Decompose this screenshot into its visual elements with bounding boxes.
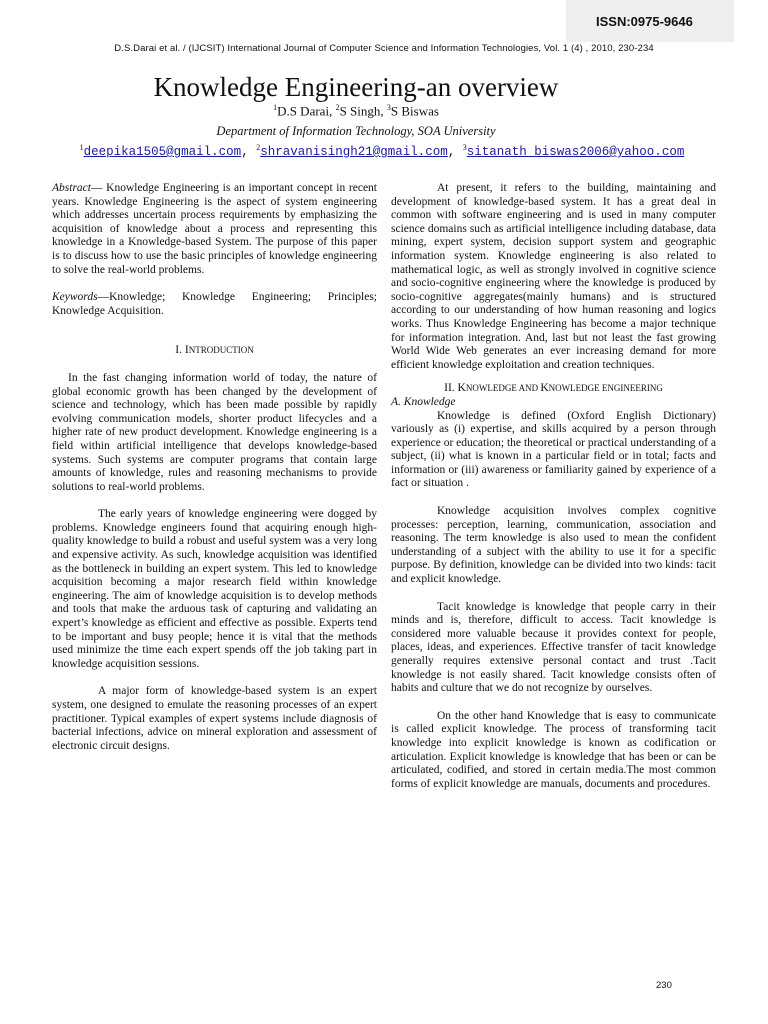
keywords-label: Keywords bbox=[52, 291, 98, 304]
author-1-sup: 1 bbox=[273, 103, 278, 112]
subsection-heading-knowledge: A. Knowledge bbox=[391, 395, 456, 408]
section2-k1: K bbox=[457, 382, 466, 395]
abstract-dash: — bbox=[90, 182, 103, 194]
section2-r2: NOWLEDGE ENGINEERING bbox=[548, 383, 663, 394]
email-list bbox=[0, 143, 764, 159]
email-3-sup: 3 bbox=[462, 143, 467, 152]
knowledge-paragraph-2: Knowledge acquisition involves complex cognitive processes: perception, learning, communication, association and reasoning. The term knowledge is also used to mean the confident understanding of a subject with the ability to use it for a specific purpose. By definition, knowledge can be divided into two kinds: tacit and explicit knowledge. bbox=[391, 505, 716, 586]
section-heading-knowledge-engineering bbox=[391, 382, 716, 396]
email-1-sep: , bbox=[241, 145, 249, 160]
email-3-link[interactable]: sitanath_biswas2006@yahoo.com bbox=[466, 145, 685, 160]
running-head: D.S.Darai et al. / (IJCSIT) International Journal of Computer Science and Information Technologies, Vol. 1 (4) , 2010, 230-234 bbox=[114, 43, 654, 54]
abstract-label: Abstract bbox=[52, 182, 91, 194]
email-2-sup: 2 bbox=[256, 143, 261, 152]
page-number: 230 bbox=[656, 980, 672, 991]
email-2-link[interactable]: shravanisingh21@gmail.com bbox=[260, 145, 448, 160]
email-1-sup: 1 bbox=[79, 143, 84, 152]
section2-r1: NOWLEDGE AND bbox=[465, 383, 541, 394]
knowledge-paragraph-1: Knowledge is defined (Oxford English Dictionary) variously as (i) expertise, and skills acquired by a person through experience or education; the theoretical or practical understanding of a subject, (ii) what is known in a particular field or in total; facts and information or (iii) awareness or familiarity gained by experience of a fact or situation . bbox=[391, 409, 716, 490]
author-3-name: S Biswas bbox=[390, 103, 439, 119]
section-heading-introduction bbox=[52, 344, 377, 358]
paper-title: Knowledge Engineering-an overview bbox=[153, 72, 559, 102]
section1-rest: NTRODUCTION bbox=[188, 345, 254, 356]
knowledge-paragraph-3: Tacit knowledge is knowledge that people carry in their minds and is, therefore, difficult to access. Tacit knowledge is considered more valuable because it provides context for people, places, ideas, and experiences. Effective transfer of tacit knowledge generally requires extensive personal contact and trust .Tacit knowledge is not easily shared. Tacit knowledge consists often of habits and culture that we do not recognize by ourselves. bbox=[391, 600, 716, 695]
left-column bbox=[52, 182, 377, 753]
right-column bbox=[391, 182, 716, 791]
affiliation: Department of Information Technology, SOA University bbox=[216, 124, 496, 138]
author-2-name: S Singh, bbox=[339, 103, 384, 119]
section1-number: I. bbox=[175, 344, 185, 357]
knowledge-paragraph-4: On the other hand Knowledge that is easy to communicate is called explicit knowledge. The process of transforming tacit knowledge into explicit knowledge is known as codification or articulation. Explicit knowledge is knowledge that has been or can be articulated, codified, and stored in certain media.The most common forms of explicit knowledge are manuals, documents and procedures. bbox=[391, 709, 716, 790]
author-list bbox=[0, 103, 712, 119]
author-2-sup: 2 bbox=[335, 103, 340, 112]
intro-paragraph-1: In the fast changing information world of today, the nature of global economic growth has been changed by the development of science and technology, which has been made possible by rapidly evolving communication models, shorter product lifecycles and a higher rate of new product development. Knowledge engineering is a field within artificial intelligence that develops knowledge-based systems. Such systems are computer programs that contain large amounts of knowledge, rules and reasoning mechanisms to provide solutions to real-world problems. bbox=[52, 371, 377, 493]
section2-k2: K bbox=[540, 382, 549, 395]
intro-paragraph-3: A major form of knowledge-based system is an expert system, one designed to emulate the reasoning processes of an expert practitioner. Typical examples of expert systems include diagnosis of bacterial infections, advice on mineral exploration and assessment of electronic circuit designs. bbox=[52, 685, 377, 752]
author-3-sup: 3 bbox=[386, 103, 391, 112]
abstract bbox=[52, 182, 377, 277]
keywords-dash: — bbox=[97, 291, 110, 304]
email-2-sep: , bbox=[447, 145, 456, 160]
email-1-link[interactable]: deepika1505@gmail.com bbox=[83, 145, 242, 160]
keywords bbox=[52, 291, 377, 318]
intro-paragraph-2: The early years of knowledge engineering were dogged by problems. Knowledge engineers found that acquiring enough high-quality knowledge to build a robust and useful system was a very long and expensive activity. As such, knowledge acquisition was identified as the bottleneck in building an expert system. This led to knowledge acquisition becoming a major research field within knowledge engineering. The aim of knowledge acquisition is to develop methods and tools that make the arduous task of capturing and validating an expert’s knowledge as efficient and effective as possible. Experts tend to be important and busy people; hence it is vital that the methods used minimize the time each expert spends off the job taking part in knowledge acquisition sessions. bbox=[52, 508, 377, 670]
issn-label: ISSN:0975-9646 bbox=[596, 14, 693, 29]
section1-initial: I bbox=[184, 344, 189, 357]
abstract-text: Knowledge Engineering is an important concept in recent years. Knowledge Engineering is the aspect of system engineering which addresses uncertain process requirements by emphasizing the acquisition of knowledge about a process and representing this knowledge in a Knowledge-based System. The purpose of this paper is to discuss how to use the basic principles of knowledge engineering to solve the real-world problems. bbox=[52, 182, 377, 276]
right-paragraph-1: At present, it refers to the building, maintaining and development of knowledge-based system. It has a great deal in common with software engineering and is used in many computer science domains such as artificial intelligence including database, data mining, expert system, decision support system and geographic information system. Knowledge engineering is also related to mathematical logic, as well as strongly involved in cognitive science and socio-cognitive engineering where the knowledge is produced by socio-cognitive aggregates(mainly humans) and is structured according to our understanding of how human reasoning and logics works. Thus Knowledge Engineering has become a major technique for information integration. And, last but not least the fast growing World Wide Web generates an ever increasing demand for more efficient knowledge exploitation and creation techniques. bbox=[391, 182, 716, 371]
section2-number: II. bbox=[444, 382, 458, 395]
keywords-text: Knowledge; Knowledge Engineering; Principles; Knowledge Acquisition. bbox=[52, 291, 377, 317]
author-1-name: D.S Darai, bbox=[277, 103, 333, 119]
